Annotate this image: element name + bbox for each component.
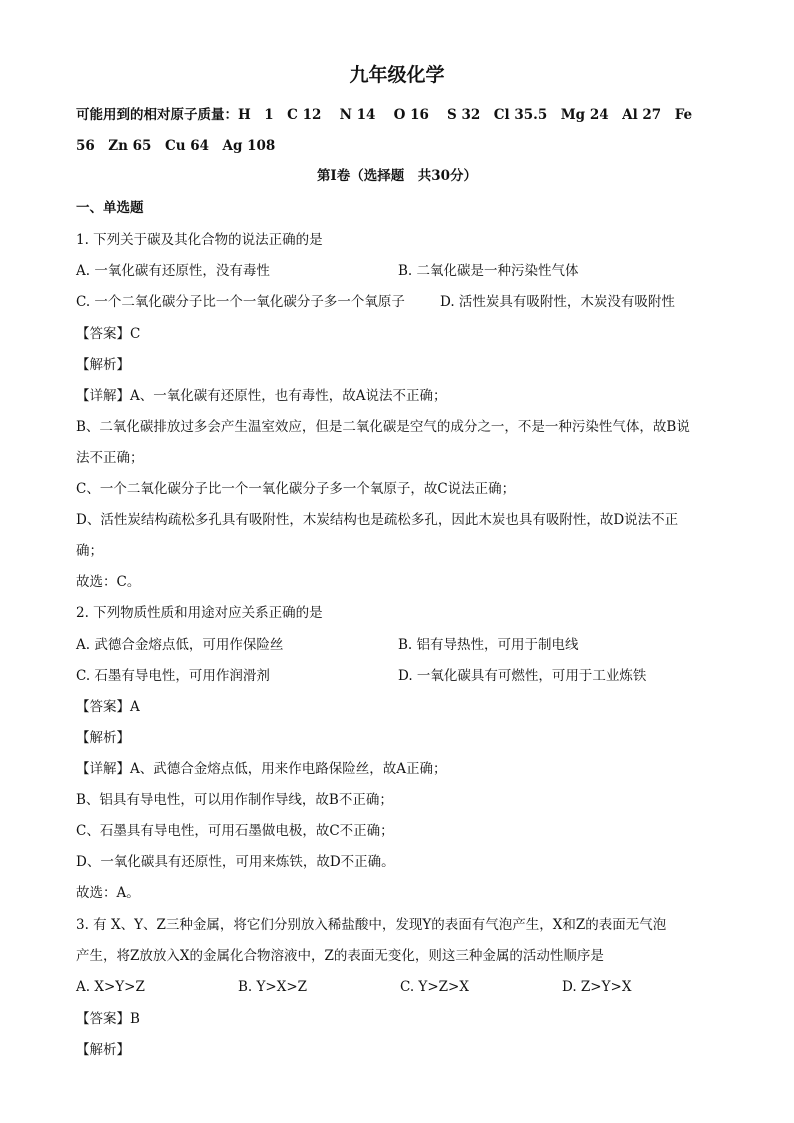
- q2-stem: 2. 下列物质性质和用途对应关系正确的是: [76, 605, 323, 621]
- q3-analysis-label: 【解析】: [76, 1042, 130, 1058]
- q1-option-d: D. 活性炭具有吸附性，木炭没有吸附性: [440, 294, 675, 310]
- q1-detail-6: 确；: [76, 543, 103, 559]
- q3-stem-line-1: 3. 有 X、Y、Z三种金属，将它们分别放入稀盐酸中，发现Y的表面有气泡产生，X和Z的表面无气泡: [76, 917, 667, 933]
- q3-option-a: A. X>Y>Z: [76, 979, 145, 995]
- q2-answer: 【答案】A: [76, 699, 140, 715]
- q2-choose: 故选：A。: [76, 885, 140, 901]
- q1-detail-2: B、二氧化碳排放过多会产生温室效应，但是二氧化碳是空气的成分之一，不是一种污染性气体，故B说: [76, 419, 690, 435]
- q3-option-c: C. Y>Z>X: [400, 979, 469, 995]
- q2-detail-2: B、铝具有导电性，可以用作制作导线，故B不正确；: [76, 792, 393, 808]
- volume-heading: 第Ⅰ卷（选择题 共30分）: [316, 168, 478, 184]
- q1-detail-1: 【详解】A、一氧化碳有还原性，也有毒性，故A说法不正确；: [76, 388, 447, 404]
- q1-detail-4: C、一个二氧化碳分子比一个一氧化碳分子多一个氧原子，故C说法正确；: [76, 481, 516, 497]
- q1-choose: 故选：C。: [76, 574, 141, 590]
- q2-detail-3: C、石墨具有导电性，可用石墨做电极，故C不正确；: [76, 823, 394, 839]
- q1-option-b: B. 二氧化碳是一种污染性气体: [398, 263, 579, 279]
- q1-answer: 【答案】C: [76, 326, 141, 342]
- q2-option-a: A. 武德合金熔点低，可用作保险丝: [76, 637, 284, 653]
- q3-answer: 【答案】B: [76, 1011, 140, 1027]
- q1-detail-5: D、活性炭结构疏松多孔具有吸附性，木炭结构也是疏松多孔，因此木炭也具有吸附性，故D说法不正: [76, 512, 679, 528]
- q2-option-d: D. 一氧化碳具有可燃性，可用于工业炼铁: [398, 668, 647, 684]
- q2-detail-1: 【详解】A、武德合金熔点低，用来作电路保险丝，故A正确；: [76, 761, 447, 777]
- q2-detail-4: D、一氧化碳具有还原性，可用来炼铁，故D不正确。: [76, 854, 395, 870]
- q3-option-b: B. Y>X>Z: [238, 979, 308, 995]
- q2-option-b: B. 铝有导热性，可用于制电线: [398, 637, 579, 653]
- q3-stem-line-2: 产生，将Z放放入X的金属化合物溶液中，Z的表面无变化，则这三种金属的活动性顺序是: [76, 948, 604, 964]
- q1-option-a: A. 一氧化碳有还原性，没有毒性: [76, 263, 270, 279]
- q3-option-d: D. Z>Y>X: [562, 979, 632, 995]
- q1-analysis-label: 【解析】: [76, 357, 130, 373]
- section-heading: 一、单选题: [76, 200, 144, 216]
- q2-analysis-label: 【解析】: [76, 730, 130, 746]
- q1-detail-3: 法不正确；: [76, 450, 144, 466]
- page-title: 九年级化学: [349, 64, 445, 86]
- atomic-masses-line-2: 56 Zn 65 Cu 64 Ag 108: [76, 138, 276, 154]
- q1-option-c: C. 一个二氧化碳分子比一个一氧化碳分子多一个氧原子: [76, 294, 405, 310]
- atomic-masses-line-1: 可能用到的相对原子质量：H 1 C 12 N 14 O 16 S 32 Cl 35.5 Mg 24 Al 27 Fe: [76, 107, 693, 123]
- q1-stem: 1. 下列关于碳及其化合物的说法正确的是: [76, 232, 323, 248]
- q2-option-c: C. 石墨有导电性，可用作润滑剂: [76, 668, 270, 684]
